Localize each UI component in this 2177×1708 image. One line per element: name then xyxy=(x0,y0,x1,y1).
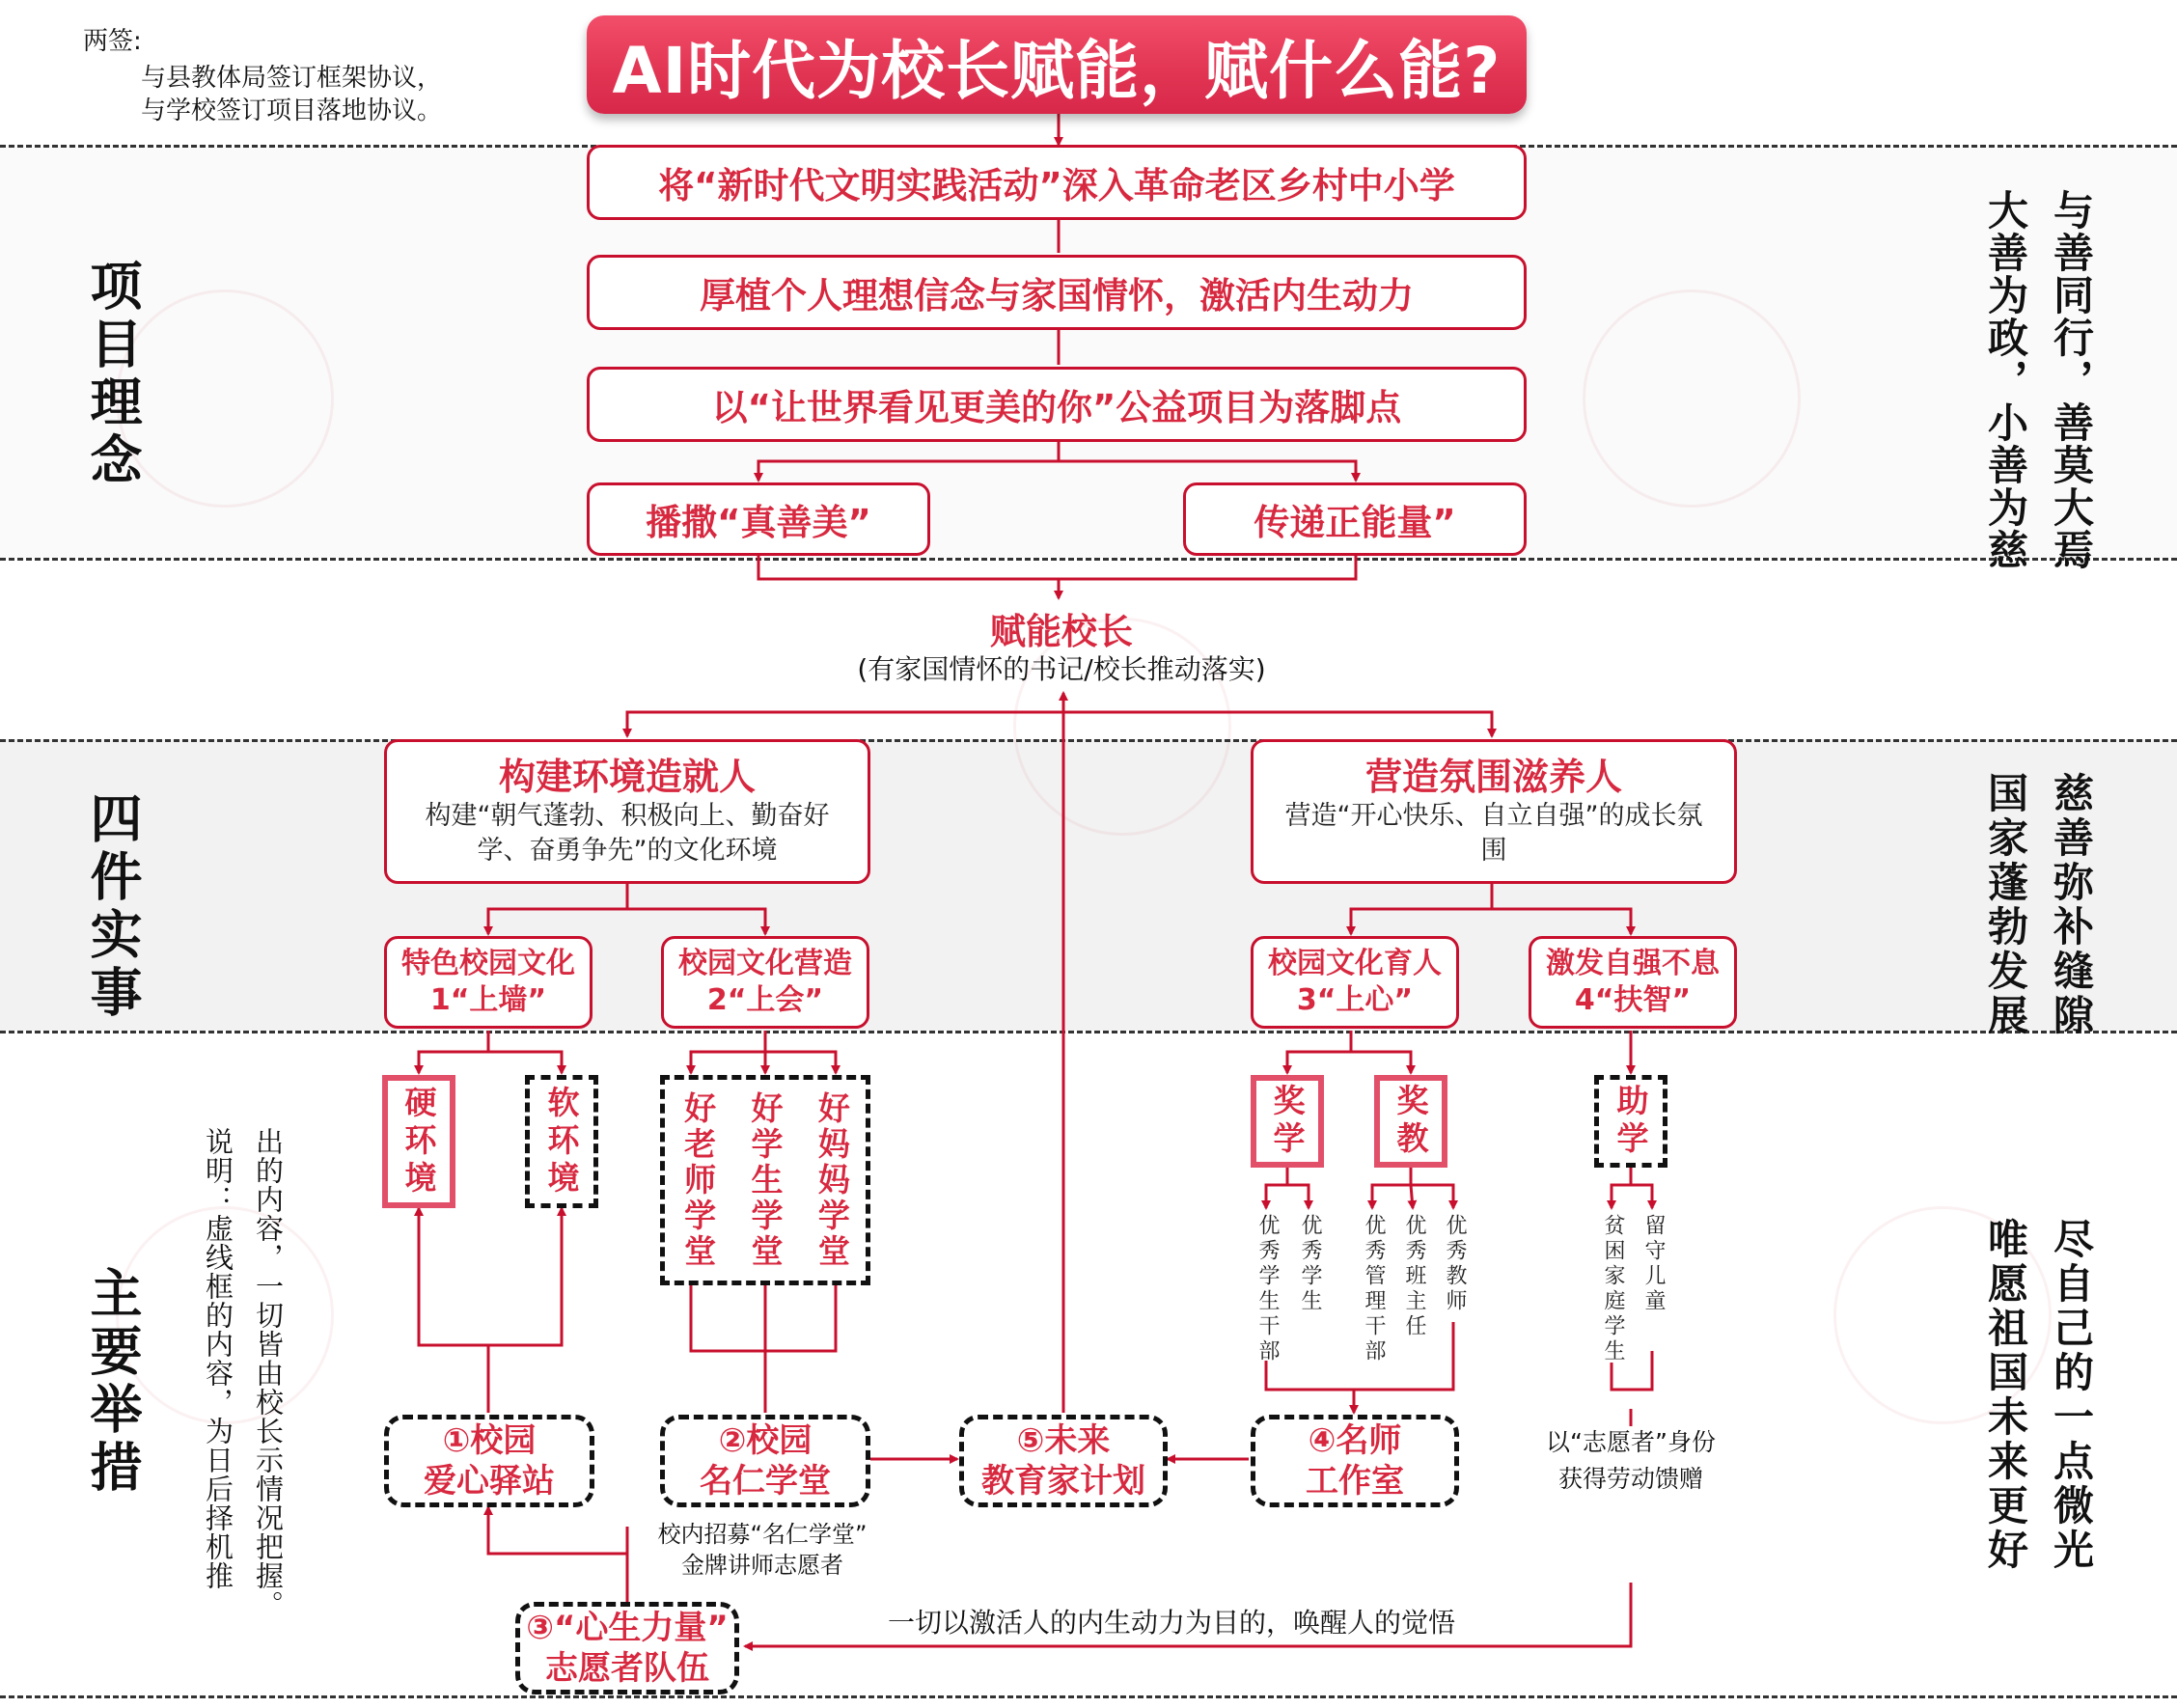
good-teacher-label: 好老师学堂 xyxy=(679,1090,718,1270)
love-station-line2: 爱心驿站 xyxy=(424,1462,555,1501)
top-left-note-heading: 两签: xyxy=(83,27,142,56)
item-excellent-cadre: 优秀学生干部 xyxy=(1255,1214,1280,1364)
left-big-desc: 构建“朝气蓬勃、积极向上、勤奋好学、奋勇争先”的文化环境 xyxy=(425,801,830,866)
sub-box-wisdom xyxy=(1529,936,1737,1029)
future-educator-line2: 教育家计划 xyxy=(981,1462,1145,1501)
concept-box-project: 以“让世界看见更美的你”公益项目为落脚点 xyxy=(587,367,1527,442)
master-studio-line1: ④名师 xyxy=(1308,1421,1402,1460)
bottom-goal-note: 一切以激活人的内生动力为目的，唤醒人的觉悟 xyxy=(888,1607,1456,1639)
left-big-box xyxy=(384,739,870,884)
item-left-behind-children: 留守儿童 xyxy=(1641,1214,1666,1314)
aid-study-label: 助学 xyxy=(1612,1084,1650,1159)
sub-box-wall-title: 特色校园文化 xyxy=(401,947,575,980)
hard-environment-box xyxy=(382,1075,455,1208)
slogan-left: 大善为政，小善为慈 xyxy=(1982,189,2029,571)
volunteer-team-box xyxy=(515,1602,739,1694)
item-excellent-manager: 优秀管理干部 xyxy=(1362,1214,1386,1364)
award-student-box xyxy=(1251,1075,1324,1168)
item-excellent-head-teacher: 优秀班主任 xyxy=(1402,1214,1426,1339)
sub-box-heart xyxy=(1251,936,1459,1029)
concept-box-spread: 播撒“真善美” xyxy=(587,482,930,556)
recruit-note-line1: 校内招募“名仁学堂” xyxy=(657,1521,868,1548)
award-teacher-box xyxy=(1374,1075,1447,1168)
empower-title: 赋能校长 xyxy=(990,611,1133,652)
future-educator-line1: ⑤未来 xyxy=(1016,1421,1111,1460)
explanation-line2: 出的内容，一切皆由校长示情况把握。 xyxy=(252,1127,285,1619)
right-big-desc: 营造“开心快乐、自立自强”的成长氛围 xyxy=(1284,801,1703,866)
volunteer-reward-line1: 以“志愿者”身份 xyxy=(1546,1428,1716,1456)
hard-environment-label: 硬环境 xyxy=(400,1085,438,1198)
soft-environment-label: 软环境 xyxy=(542,1085,581,1198)
volunteer-reward-line2: 获得劳动馈赠 xyxy=(1557,1465,1703,1493)
love-station-box xyxy=(384,1415,594,1507)
award-student-label: 奖学 xyxy=(1268,1084,1307,1159)
top-left-note-line: 与县教体局签订框架协议， xyxy=(141,64,443,93)
aid-study-box xyxy=(1594,1075,1667,1168)
sub-box-heart-num: 3“上心” xyxy=(1296,983,1414,1017)
item-poor-family-student: 贫困家庭学生 xyxy=(1601,1214,1625,1364)
mingren-school-box xyxy=(660,1415,870,1507)
slogan-left: 国家蓬勃发展 xyxy=(1982,772,2029,1038)
volunteer-team-line2: 志愿者队伍 xyxy=(545,1649,709,1688)
right-big-title: 营造氛围滋养人 xyxy=(1364,756,1622,798)
slogan-right: 慈善弥补缝隙 xyxy=(2048,772,2095,1038)
sub-box-wisdom-title: 激发自强不息 xyxy=(1546,947,1720,980)
left-big-title: 构建环境造就人 xyxy=(498,756,756,798)
item-excellent-student: 优秀学生 xyxy=(1298,1214,1322,1314)
page-title: AI时代为校长赋能，赋什么能? xyxy=(587,15,1527,114)
section-label-measures: 主要举措 xyxy=(82,1266,143,1498)
item-excellent-teacher: 优秀教师 xyxy=(1443,1214,1467,1314)
good-schools-box xyxy=(660,1075,870,1285)
award-teacher-label: 奖教 xyxy=(1392,1084,1430,1159)
master-studio-line2: 工作室 xyxy=(1306,1462,1404,1501)
soft-environment-box xyxy=(525,1075,598,1208)
recruit-note xyxy=(618,1519,907,1581)
master-studio-box xyxy=(1251,1415,1459,1507)
volunteer-reward-note xyxy=(1505,1424,1756,1498)
recruit-note-line2: 金牌讲师志愿者 xyxy=(681,1552,843,1579)
mingren-school-line1: ②校园 xyxy=(718,1421,813,1460)
slogan-left: 唯愿祖国未来更好 xyxy=(1982,1218,2029,1573)
concept-box-practice: 将“新时代文明实践活动”深入革命老区乡村中小学 xyxy=(587,145,1527,220)
sub-box-wall xyxy=(384,936,592,1029)
good-mother-label: 好妈妈学堂 xyxy=(813,1090,851,1270)
volunteer-team-line1: ③“心生力量” xyxy=(526,1609,729,1647)
concept-box-ideals: 厚植个人理想信念与家国情怀，激活内生动力 xyxy=(587,255,1527,330)
sub-box-meeting xyxy=(661,936,869,1029)
mingren-school-line2: 名仁学堂 xyxy=(700,1462,831,1501)
right-big-box xyxy=(1251,739,1737,884)
future-educator-box xyxy=(959,1415,1168,1507)
section-label-concept: 项目理念 xyxy=(82,259,143,490)
explanation-line1: 说明：虚线框的内容，为日后择机推 xyxy=(202,1127,234,1590)
slogan-right: 尽自己的一点微光 xyxy=(2048,1218,2095,1573)
good-student-label: 好学生学堂 xyxy=(746,1090,785,1270)
section-label-four-things: 四件实事 xyxy=(82,791,143,1023)
sub-box-wall-num: 1“上墙” xyxy=(429,983,547,1017)
love-station-line1: ①校园 xyxy=(442,1421,537,1460)
concept-box-energy: 传递正能量” xyxy=(1183,482,1527,556)
sub-box-meeting-num: 2“上会” xyxy=(706,983,824,1017)
sub-box-heart-title: 校园文化育人 xyxy=(1268,947,1442,980)
top-left-note-line: 与学校签订项目落地协议。 xyxy=(141,96,443,125)
sub-box-wisdom-num: 4“扶智” xyxy=(1574,983,1692,1017)
slogan-right: 与善同行，善莫大焉 xyxy=(2048,189,2095,571)
empower-subtitle: (有家国情怀的书记/校长推动落实) xyxy=(857,653,1266,685)
sub-box-meeting-title: 校园文化营造 xyxy=(678,947,852,980)
